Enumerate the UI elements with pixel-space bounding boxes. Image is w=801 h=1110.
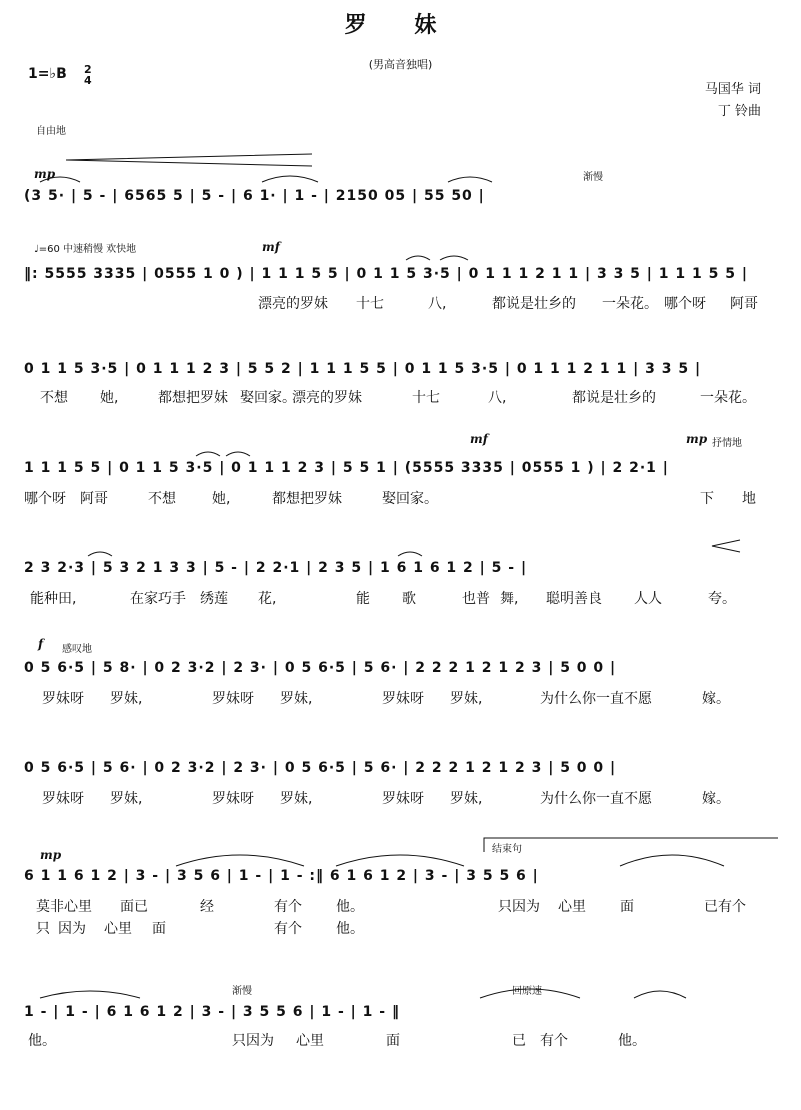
time-bottom: 4 [84, 74, 92, 87]
lyric: 夸。 [708, 591, 736, 607]
lyric: 心里 [296, 1033, 324, 1049]
lyric: 只因为 [232, 1033, 274, 1049]
lyric: 面已 [120, 899, 148, 915]
lyric: 为什么你一直不愿 [540, 691, 652, 707]
lyric: 阿哥 [730, 296, 758, 312]
lyric: 他。 [336, 921, 364, 937]
lyric: 他。 [618, 1033, 646, 1049]
lyric: 都想把罗妹 [272, 491, 342, 507]
row6-expression: 感叹地 [62, 644, 92, 655]
lyric: 不想 [148, 491, 176, 507]
lyric: 绣莲 [200, 591, 228, 607]
lyric: 聪明善良 [546, 591, 602, 607]
row1-mark-right: 渐慢 [583, 172, 603, 183]
lyric: 在家巧手 [130, 591, 186, 607]
row9-mark-tempo: 回原速 [512, 986, 542, 997]
row4-dynamic2: mp [686, 432, 708, 446]
key-signature: 1=♭B [28, 66, 67, 82]
lyric: 他。 [28, 1033, 56, 1049]
slur [398, 552, 422, 556]
slur [40, 991, 140, 998]
lyric: 为什么你一直不愿 [540, 791, 652, 807]
lyric: 嫁。 [702, 691, 730, 707]
lyric: 都想把罗妹 [158, 390, 228, 406]
lyric: 娶回家。 [240, 390, 296, 406]
lyric: 面 [152, 921, 166, 937]
row1-notes: (3 5· | 5 - | 6565 5 | 5 - | 6 1· | 1 - | 2150 05 | 55 50 | [24, 188, 485, 204]
decrescendo-hairpin [712, 540, 740, 552]
slur [336, 855, 464, 866]
slur [634, 991, 686, 998]
row8-notes: 6 1 1 6 1 2 | 3 - | 3 5 6 | 1 - | 1 - :‖ 6 1 6 1 2 | 3 - | 3 5 5 6 | [24, 868, 539, 884]
slur [262, 176, 318, 182]
slur [620, 855, 724, 866]
lyric: 都说是壮乡的 [572, 390, 656, 406]
lyric: 下 [700, 491, 714, 507]
composer-credit: 丁 铃曲 [717, 104, 761, 119]
row9-notes: 1 - | 1 - | 6 1 6 1 2 | 3 - | 3 5 5 6 | 1 - | 1 - ‖ [24, 1004, 400, 1020]
lyric: 一朵花。 [602, 296, 658, 312]
lyric: 她, [100, 390, 119, 406]
slur [448, 177, 492, 182]
lyric: 也普 [462, 591, 490, 607]
lyric: 心里 [104, 921, 132, 937]
lyric: 面 [386, 1033, 400, 1049]
lyric: 八, [488, 390, 507, 406]
lyric: 罗妹呀 [42, 691, 84, 707]
row4-expression: 抒情地 [712, 438, 742, 449]
lyric: 哪个呀 [24, 491, 66, 507]
slur [480, 989, 580, 998]
lyric: 歌 [402, 591, 416, 607]
lyric: 舞, [500, 591, 519, 607]
lyric: 已 [512, 1033, 526, 1049]
lyric: 她, [212, 491, 231, 507]
row6-dynamic: f [38, 637, 44, 651]
lyric: 十七 [412, 390, 440, 406]
slur [440, 256, 468, 260]
row2-notes: ‖: 5555 3335 | 0555 1 0 ) | 1 1 1 5 5 | 0 1 1 5 3·5 | 0 1 1 1 2 1 1 | 3 3 5 | 1 1 1 5 5 | [24, 266, 748, 282]
lyric: 阿哥 [80, 491, 108, 507]
slur [196, 452, 220, 456]
lyric: 有个 [540, 1033, 568, 1049]
lyric: 心里 [558, 899, 586, 915]
lyric: 能 [356, 591, 370, 607]
lyric: 经 [200, 899, 214, 915]
lyric: 罗妹, [110, 691, 143, 707]
lyric: 罗妹, [280, 791, 313, 807]
lyric: 只因为 [498, 899, 540, 915]
row7-notes: 0 5 6·5 | 5 6· | 0 2 3·2 | 2 3· | 0 5 6·5 | 5 6· | 2 2 2 1 2 1 2 3 | 5 0 0 | [24, 760, 617, 776]
song-subtitle: (男高音独唱) [368, 58, 433, 71]
lyric: 罗妹呀 [212, 791, 254, 807]
lyric: 娶回家。 [382, 491, 438, 507]
lyric: 漂亮的罗妹 [292, 390, 362, 406]
lyricist-credit: 马国华 词 [704, 82, 761, 97]
row2-dynamic: mf [262, 240, 280, 254]
time-top: 2 [84, 63, 92, 76]
lyric: 莫非心里 [36, 899, 92, 915]
slur [88, 552, 112, 556]
row8-ending-label: 结束句 [492, 844, 522, 855]
slur [176, 855, 304, 866]
lyric: 罗妹, [110, 791, 143, 807]
lyric: 罗妹呀 [382, 691, 424, 707]
lyric: 只 [36, 921, 50, 937]
slur [40, 177, 80, 182]
row8-dynamic: mp [40, 848, 62, 862]
lyric: 人人 [634, 591, 662, 607]
lyric: 不想 [40, 390, 68, 406]
lyric: 面 [620, 899, 634, 915]
lyric: 因为 [58, 921, 86, 937]
lyric: 罗妹呀 [382, 791, 424, 807]
lyric: 罗妹呀 [212, 691, 254, 707]
row1-dynamic: mp [34, 167, 56, 181]
slur [406, 256, 430, 260]
row9-mark-slow: 渐慢 [232, 986, 252, 997]
ending-bracket [484, 838, 778, 852]
row2-tempo: ♩=60 中速稍慢 欢快地 [34, 244, 137, 255]
row6-notes: 0 5 6·5 | 5 8· | 0 2 3·2 | 2 3· | 0 5 6·5 | 5 6· | 2 2 2 1 2 1 2 3 | 5 0 0 | [24, 660, 617, 676]
song-title: 罗 妹 [344, 13, 457, 38]
lyric: 都说是壮乡的 [492, 296, 576, 312]
lyric: 罗妹, [280, 691, 313, 707]
row4-dynamic: mf [470, 432, 488, 446]
lyric: 能种田, [30, 591, 77, 607]
lyric: 有个 [274, 899, 302, 915]
row3-notes: 0 1 1 5 3·5 | 0 1 1 1 2 3 | 5 5 2 | 1 1 1 5 5 | 0 1 1 5 3·5 | 0 1 1 1 2 1 1 | 3 3 5 | [24, 361, 702, 377]
slur [226, 452, 250, 456]
lyric: 哪个呀 [664, 296, 706, 312]
lyric: 罗妹, [450, 791, 483, 807]
crescendo-hairpin [66, 154, 312, 166]
lyric: 十七 [356, 296, 384, 312]
lyric: 罗妹呀 [42, 791, 84, 807]
lyric: 有个 [274, 921, 302, 937]
lyric: 地 [742, 491, 756, 507]
lyric: 漂亮的罗妹 [258, 296, 328, 312]
lyric: 嫁。 [702, 791, 730, 807]
lyric: 他。 [336, 899, 364, 915]
lyric: 已有个 [704, 899, 746, 915]
lyric: 花, [258, 591, 277, 607]
lyric: 八, [428, 296, 447, 312]
lyric: 罗妹, [450, 691, 483, 707]
row4-notes: 1 1 1 5 5 | 0 1 1 5 3·5 | 0 1 1 1 2 3 | 5 5 1 | (5555 3335 | 0555 1 ) | 2 2·1 | [24, 460, 669, 476]
row5-notes: 2 3 2·3 | 5 3 2 1 3 3 | 5 - | 2 2·1 | 2 3 5 | 1 6 1 6 1 2 | 5 - | [24, 560, 528, 576]
tempo-intro: 自由地 [36, 126, 66, 137]
lyric: 一朵花。 [700, 390, 756, 406]
